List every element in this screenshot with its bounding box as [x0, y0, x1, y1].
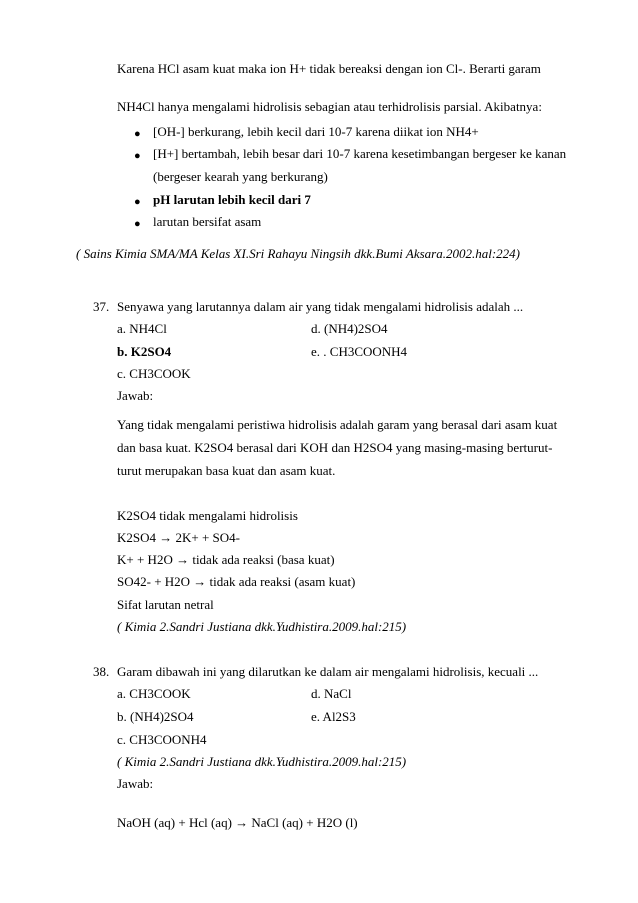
explanation-line: turut merupakan basa kuat dan asam kuat. [117, 463, 336, 478]
option-e: e. Al2S3 [311, 709, 356, 724]
option-b: b. (NH4)2SO4 [117, 709, 194, 724]
reaction-line: K2SO4 → 2K+ + SO4- [117, 530, 241, 545]
bullet-dot-icon: ● [134, 150, 141, 162]
reaction-line: SO42- + H2O → tidak ada reaksi (asam kuat) [117, 574, 356, 589]
option-d-text: d. NaCl [311, 686, 352, 701]
option-d: d. (NH4)2SO4 [311, 321, 388, 336]
option-c: c. CH3COOK [117, 366, 191, 381]
question-number: 38. [93, 664, 110, 679]
answer-label: Jawab: [117, 388, 154, 403]
option-d [311, 687, 351, 700]
option-e: e. . CH3COONH4 [311, 344, 408, 359]
bullet-dot-icon: ● [134, 128, 141, 140]
conclusion-line: Sifat larutan netral [117, 597, 214, 612]
explanation-line: Yang tidak mengalami peristiwa hidrolisis adalah garam yang berasal dari asam kuat [117, 417, 558, 432]
reference-citation: ( Kimia 2.Sandri Justiana dkk.Yudhistira.2009.hal:215) [117, 619, 407, 634]
question-text: Garam dibawah ini yang dilarutkan ke dalam air mengalami hidrolisis, kecuali ... [117, 664, 539, 679]
option-a: a. CH3COOK [117, 686, 191, 701]
question-text: Senyawa yang larutannya dalam air yang tidak mengalami hidrolisis adalah ... [117, 299, 524, 314]
answer-label: Jawab: [117, 776, 154, 791]
option-c: c. CH3COONH4 [117, 732, 207, 747]
bullet-item: [H+] bertambah, lebih besar dari 10-7 karena kesetimbangan bergeser ke kanan [153, 146, 567, 161]
reference-citation: ( Kimia 2.Sandri Justiana dkk.Yudhistira.2009.hal:215) [117, 754, 407, 769]
para1-line2: NH4Cl hanya mengalami hidrolisis sebagian atau terhidrolisis parsial. Akibatnya: [117, 99, 542, 114]
bullet-item: [OH-] berkurang, lebih kecil dari 10-7 karena diikat ion NH4+ [153, 124, 479, 139]
bullet-item: pH larutan lebih kecil dari 7 [153, 192, 311, 207]
para1-line1: Karena HCl asam kuat maka ion H+ tidak bereaksi dengan ion Cl-. Berarti garam [117, 61, 541, 76]
bullet-item-continuation: (bergeser kearah yang berkurang) [153, 169, 328, 184]
bullet-dot-icon: ● [134, 218, 141, 230]
option-b: b. K2SO4 [117, 344, 172, 359]
explanation-line: dan basa kuat. K2SO4 berasal dari KOH dan H2SO4 yang masing-masing berturut- [117, 440, 553, 455]
bullet-item: larutan bersifat asam [153, 214, 262, 229]
reference-citation: ( Sains Kimia SMA/MA Kelas XI.Sri Rahayu Ningsih dkk.Bumi Aksara.2002.hal:224) [76, 246, 521, 261]
reaction-equation: NaOH (aq) + Hcl (aq) → NaCl (aq) + H2O (l) [117, 815, 358, 830]
bullet-dot-icon: ● [134, 196, 141, 208]
reaction-line: K2SO4 tidak mengalami hidrolisis [117, 508, 298, 523]
option-a: a. NH4Cl [117, 321, 167, 336]
question-number: 37. [93, 299, 110, 314]
reaction-line: K+ + H2O → tidak ada reaksi (basa kuat) [117, 552, 335, 567]
